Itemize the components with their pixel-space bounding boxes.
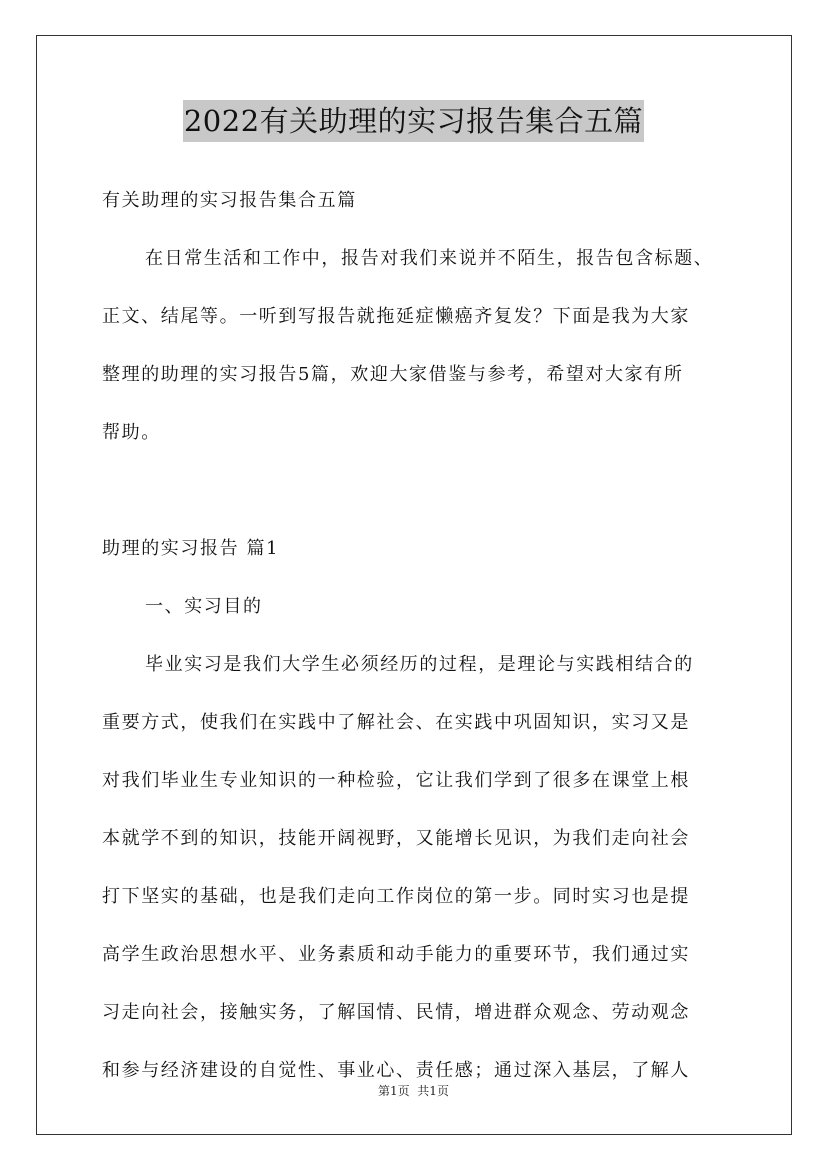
title-container xyxy=(0,100,827,142)
body-line: 重要方式，使我们在实践中了解社会、在实践中巩固知识，实习又是 xyxy=(102,712,690,733)
body-paragraph xyxy=(102,636,742,1100)
intro-line: 在日常生活和工作中，报告对我们来说并不陌生，报告包含标题、 xyxy=(145,248,714,269)
body-line: 和参与经济建设的自觉性、事业心、责任感；通过深入基层，了解人 xyxy=(102,1060,690,1081)
body-line: 毕业实习是我们大学生必须经历的过程，是理论与实践相结合的 xyxy=(145,654,694,675)
body-line: 打下坚实的基础，也是我们走向工作岗位的第一步。同时实习也是提 xyxy=(102,886,690,907)
body-line: 习走向社会，接触实务，了解国情、民情，增进群众观念、劳动观念 xyxy=(102,1002,690,1023)
document-subtitle: 有关助理的实习报告集合五篇 xyxy=(102,190,357,211)
body-line: 高学生政治思想水平、业务素质和动手能力的重要环节，我们通过实 xyxy=(102,944,690,965)
document-title: 2022有关助理的实习报告集合五篇 xyxy=(183,100,644,142)
intro-line: 正文、结尾等。一听到写报告就拖延症懒癌齐复发？下面是我为大家 xyxy=(102,306,690,327)
intro-line: 整理的助理的实习报告5篇，欢迎大家借鉴与参考，希望对大家有所 xyxy=(102,364,684,385)
intro-paragraph xyxy=(102,230,742,462)
section-heading: 助理的实习报告 篇1 xyxy=(102,538,280,559)
body-line: 对我们毕业生专业知识的一种检验，它让我们学到了很多在课堂上根 xyxy=(102,770,690,791)
document-body xyxy=(102,172,742,1100)
intro-line: 帮助。 xyxy=(102,422,161,443)
page-footer: 第1页 共1页 xyxy=(378,1084,449,1098)
paragraph-gap xyxy=(102,462,742,520)
subsection-heading: 一、实习目的 xyxy=(145,596,263,617)
body-line: 本就学不到的知识，技能开阔视野，又能增长见识，为我们走向社会 xyxy=(102,828,690,849)
